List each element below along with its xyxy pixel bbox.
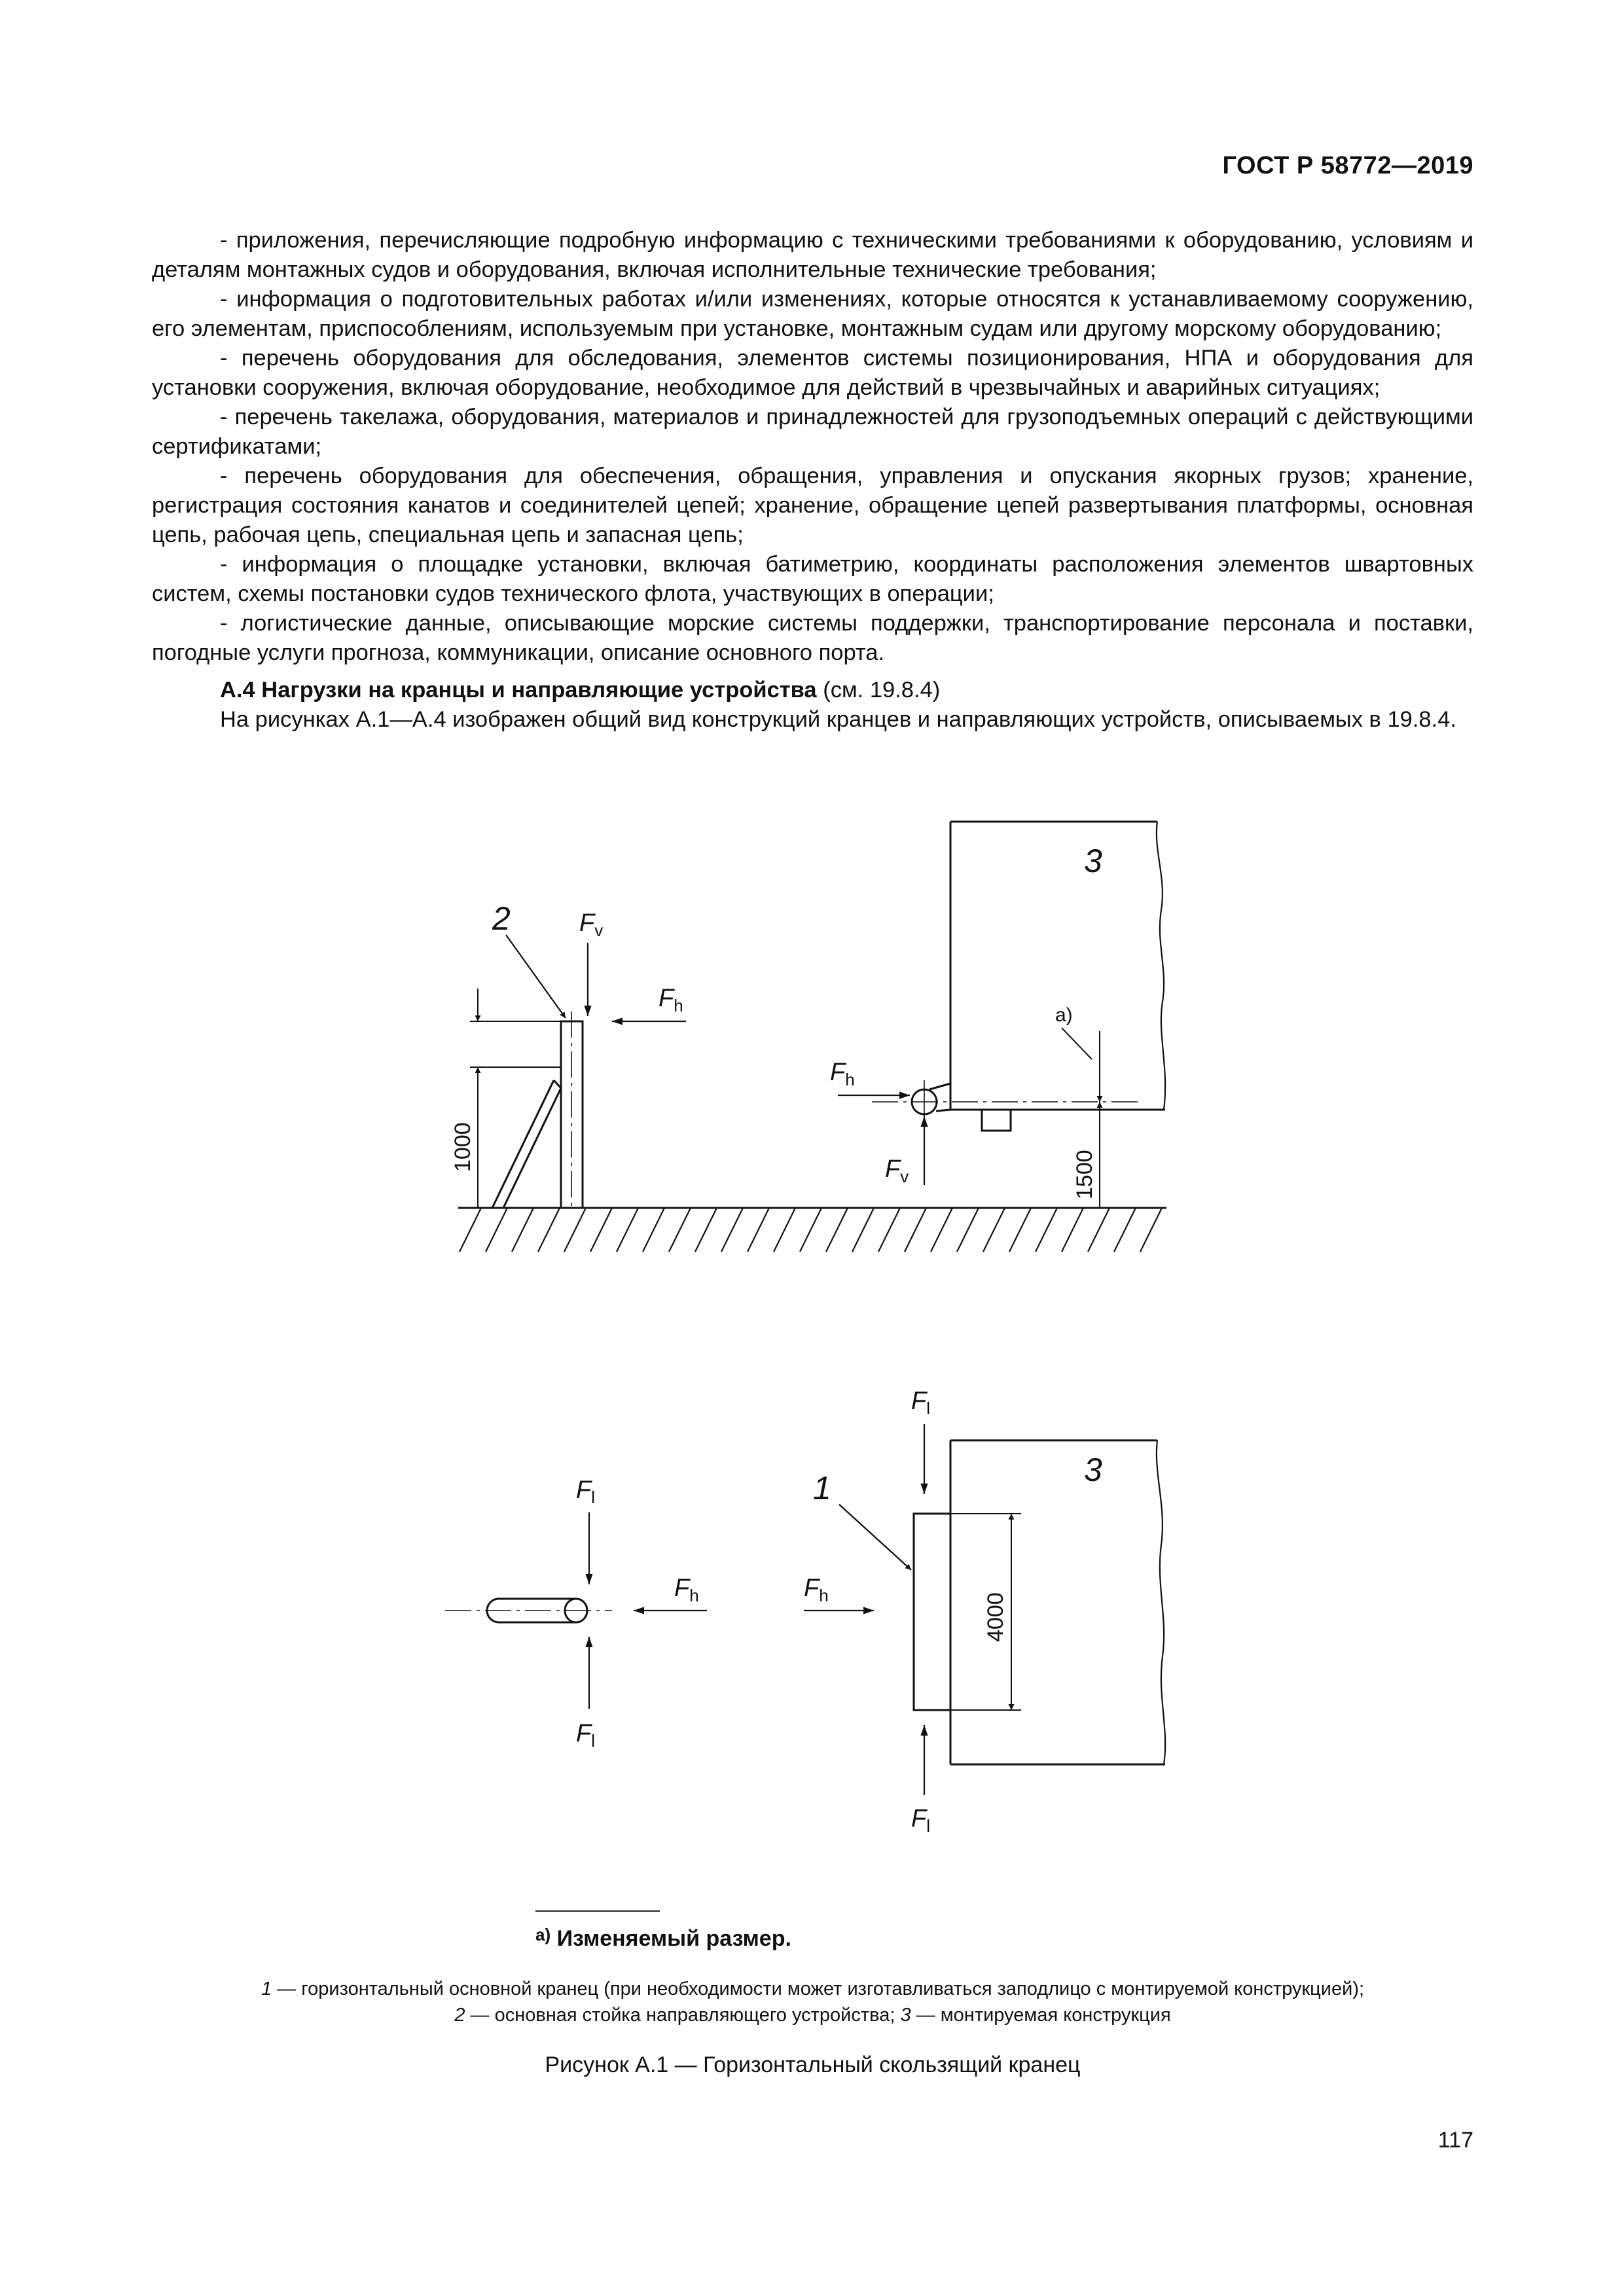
guide-post-brace [492,1080,561,1208]
label-force-l-plan-bottom: $F_l$ [576,1720,595,1751]
legend-num-2: 2 [454,2005,465,2026]
legend-line-1 [152,1976,1473,2002]
label-force-l-top: $F_l$ [911,1387,930,1418]
section-ref: (см. 19.8.4) [823,678,941,702]
legend-text-1: — горизонтальный основной кранец (при необходимости может изготавливаться заподлицо с монтируемой конструкцией); [272,1978,1365,1999]
paragraph: - перечень оборудования для обеспечения, обращения, управления и опускания якорных грузов; хранение, регистрация состояния канатов и соединителей цепей; хранение, обращение цепей развертывания платформы, основная цепь, рабочая цепь, специальная цепь и запасная цепь; [152,464,1473,547]
legend-line-2 [152,2002,1473,2028]
legend-text-3: — монтируемая конструкция [911,2005,1171,2026]
figure-caption: Рисунок А.1 — Горизонтальный скользящий кранец [545,2052,1081,2077]
structure-3-bottom [914,1440,1165,1764]
dim-text-1500: 1500 [1072,1150,1097,1199]
ground-hatching [460,1208,1162,1252]
label-force-v-post: $F_v$ [579,909,604,940]
label-force-h-fender: $F_h$ [830,1059,855,1089]
footnote-rule [535,1910,660,1912]
label-force-h-main: $F_h$ [804,1575,829,1605]
legend-num-1: 1 [261,1978,272,1999]
dimension-post-height [470,989,561,1208]
footnote [535,1925,791,1952]
figure-legend [152,1976,1473,2028]
paragraph: - перечень такелажа, оборудования, материалов и принадлежностей для грузоподъемных операций с действующими сертификатами; [152,405,1473,459]
label-force-l-bottom: $F_l$ [911,1805,930,1836]
label-note-a: а) [1055,1004,1073,1026]
note-a-leader [1062,1028,1092,1059]
label-force-l-plan-top: $F_l$ [576,1476,595,1507]
paragraph: - перечень оборудования для обследования, элементов системы позиционирования, НПА и оборудования для установки сооружения, включая оборудование, необходимое для действий в чрезвычайных и аварийных ситуациях; [152,346,1473,400]
paragraph: - информация о подготовительных работах и/или изменениях, которые относятся к устанавливаемому сооружению, его элементам, приспособлениям, используемым при установке, монтажным судам или другому морскому оборудованию; [152,287,1473,341]
legend-text-2: — основная стойка направляющего устройства; [465,2005,901,2026]
document-id: ГОСТ Р 58772—2019 [1222,152,1473,179]
legend-num-3: 3 [900,2005,911,2026]
leader-2 [506,935,566,1018]
section-intro: На рисунках А.1—А.4 изображен общий вид конструкций кранцев и направляющих устройств, описываемых в 19.8.4. [220,707,1456,732]
page-number: 117 [1437,2128,1473,2153]
label-item-1: 1 [813,1470,831,1506]
label-force-h-post: $F_h$ [659,985,683,1015]
section-number: А.4 [220,678,255,702]
footnote-marker: а) [535,1925,551,1944]
paragraph: - логистические данные, описывающие морские системы поддержки, транспортирование персонала и поставки, погодные услуги прогноза, коммуникации, описание основного порта. [152,611,1473,665]
label-force-h-plan: $F_h$ [674,1575,699,1605]
label-force-v-fender: $F_v$ [885,1156,909,1186]
leader-1 [839,1504,911,1570]
dim-text-4000: 4000 [983,1592,1008,1642]
section-title: Нагрузки на кранцы и направляющие устройства [261,678,817,702]
dim-text-1000: 1000 [450,1122,475,1172]
footnote-text: Изменяемый размер. [556,1926,791,1951]
label-item-3-top: 3 [1084,843,1102,879]
structure-3-top [912,822,1165,1131]
label-item-3-bottom: 3 [1084,1451,1102,1488]
label-item-2: 2 [492,900,511,937]
paragraph: - приложения, перечисляющие подробную информацию с техническими требованиями к оборудованию, условиям и деталям монтажных судов и оборудования, включая исполнительные технические требования; [152,228,1473,282]
paragraph: - информация о площадке установки, включая батиметрию, координаты расположения элементов швартовных систем, схемы постановки судов технического флота, участвующих в операции; [152,552,1473,606]
